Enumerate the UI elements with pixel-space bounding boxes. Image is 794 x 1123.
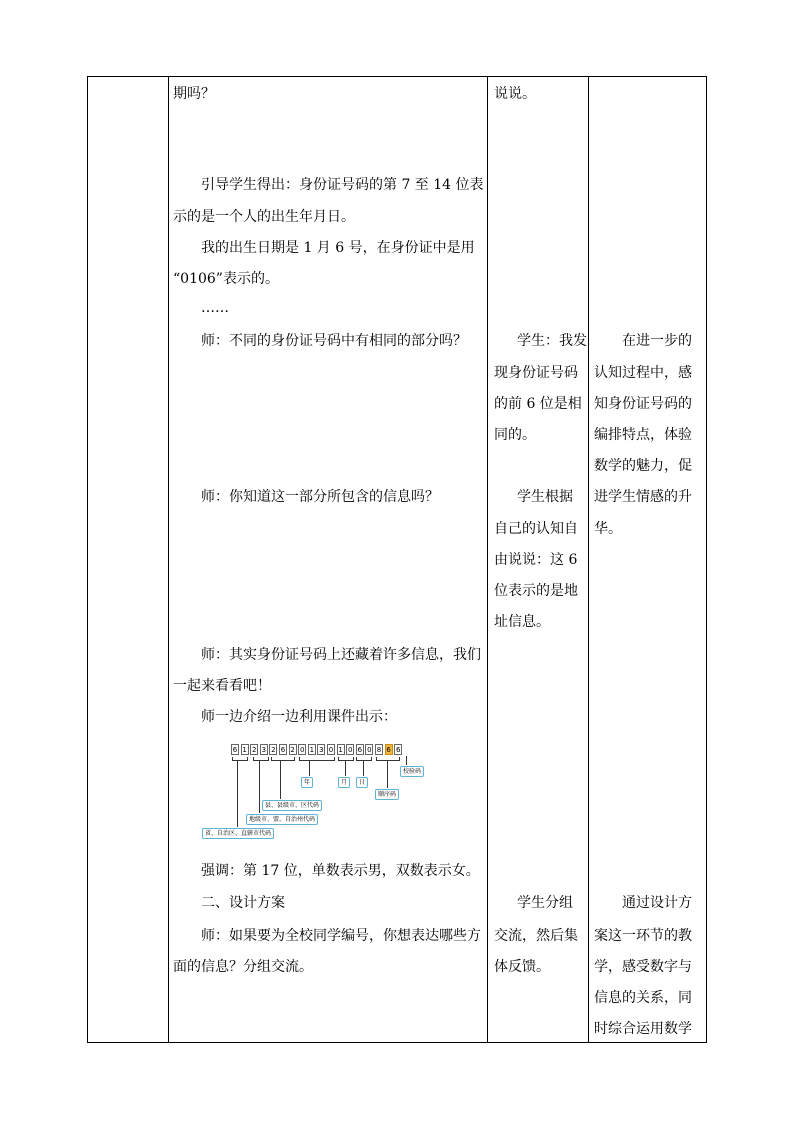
id-digit: 3: [319, 746, 324, 754]
id-digit: 1: [338, 746, 343, 754]
text-line: 学生分组: [517, 895, 573, 911]
connector-line: [259, 761, 260, 813]
id-digit: 3: [261, 746, 267, 754]
county-bracket: [271, 757, 295, 761]
text-line: 强调：第 17 位，单数表示男，双数表示女。: [201, 863, 480, 879]
connector-line: [406, 756, 407, 765]
text-line: 学生：我发: [517, 333, 587, 349]
id-digit: 0: [367, 746, 372, 754]
sequence-label: 顺序码: [375, 789, 399, 800]
id-digit: 0: [299, 746, 305, 754]
column-divider: [168, 77, 169, 1042]
year-bracket: [299, 757, 335, 761]
text-line: 期吗？: [173, 86, 215, 102]
id-digit: 6: [280, 746, 286, 754]
text-line: 由说说：这 6: [494, 552, 578, 568]
connector-line: [387, 761, 388, 788]
text-line: 师一边介绍一边利用课件出示：: [201, 709, 397, 725]
text-line: 编排特点，体验: [594, 427, 692, 443]
text-line: 同的。: [494, 427, 536, 443]
connector-line: [237, 761, 238, 827]
text-line: 示的是一个人的出生年月日。: [173, 209, 355, 225]
text-line: 我的出生日期是 1 月 6 号，在身份证中是用: [201, 240, 475, 256]
id-digit: 2: [251, 746, 257, 754]
sequence-bracket: [376, 757, 400, 761]
text-line: 学，感受数字与: [594, 959, 692, 975]
text-line: 师：其实身份证号码上还藏着许多信息，我们: [201, 647, 481, 663]
text-line: 说说。: [494, 86, 536, 102]
text-line: 位表示的是地: [494, 583, 578, 599]
city-label: 地级市、盟、自治州代码: [246, 814, 318, 825]
id-digit: 8: [376, 746, 382, 754]
text-line: 自己的认知自: [494, 521, 578, 537]
column-divider: [487, 77, 488, 1042]
text-line: ……: [201, 300, 229, 316]
text-line: 信息的关系，同: [594, 990, 692, 1006]
id-digit: 0: [347, 746, 353, 754]
month-bracket: [338, 757, 354, 761]
text-line: 的前 6 位是相: [494, 396, 582, 412]
connector-line: [363, 761, 364, 776]
text-line: 一起来看看吧！: [173, 678, 271, 694]
id-digit: 2: [271, 746, 276, 754]
connector-line: [345, 761, 346, 776]
id-digit: 2: [290, 746, 295, 754]
month-label: 月: [338, 777, 350, 788]
text-line: “0106”表示的。: [173, 271, 279, 287]
text-line: 二、设计方案: [201, 895, 285, 911]
text-line: 交流，然后集: [494, 928, 578, 944]
id-digit: 1: [242, 746, 247, 754]
column-divider: [588, 77, 589, 1042]
city-bracket: [253, 757, 269, 761]
text-line: 时综合运用数学: [594, 1021, 692, 1037]
text-line: 师：如果要为全校同学编号，你想表达哪些方: [201, 928, 481, 944]
id-digit: 6: [357, 746, 363, 754]
id-digit: 6: [232, 746, 238, 754]
text-line: 师：你知道这一部分所包含的信息吗？: [201, 489, 439, 505]
day-bracket: [356, 757, 372, 761]
connector-line: [280, 761, 281, 799]
county-label: 县、县级市、区代码: [262, 800, 322, 811]
text-line: 案这一环节的教: [594, 928, 692, 944]
text-line: 在进一步的: [622, 333, 692, 349]
text-line: 师：不同的身份证号码中有相同的部分吗？: [201, 333, 467, 349]
text-line: 面的信息？分组交流。: [173, 959, 313, 975]
id-digit: 0: [328, 746, 334, 754]
text-line: 数学的魅力，促: [594, 458, 692, 474]
check-label: 校验码: [400, 766, 424, 777]
text-line: 现身份证号码: [494, 365, 578, 381]
day-label: 日: [356, 777, 368, 788]
id-number-diagram: [200, 744, 430, 844]
text-line: 认知过程中，感: [594, 365, 692, 381]
text-line: 知身份证号码的: [594, 396, 692, 412]
province-bracket: [232, 757, 248, 761]
text-line: 华。: [594, 521, 622, 537]
id-digit: 6: [386, 746, 391, 754]
text-line: 学生根据: [517, 489, 573, 505]
text-line: 进学生情感的升: [594, 489, 692, 505]
year-label: 年: [301, 777, 313, 788]
text-line: 通过设计方: [622, 895, 692, 911]
text-line: 址信息。: [494, 614, 550, 630]
id-digit: 1: [309, 746, 315, 754]
id-digit: 6: [395, 746, 401, 754]
connector-line: [309, 761, 310, 776]
text-line: 体反馈。: [494, 959, 550, 975]
province-label: 省、自治区、直辖市代码: [202, 828, 274, 839]
text-line: 引导学生得出：身份证号码的第 7 至 14 位表: [201, 177, 484, 193]
